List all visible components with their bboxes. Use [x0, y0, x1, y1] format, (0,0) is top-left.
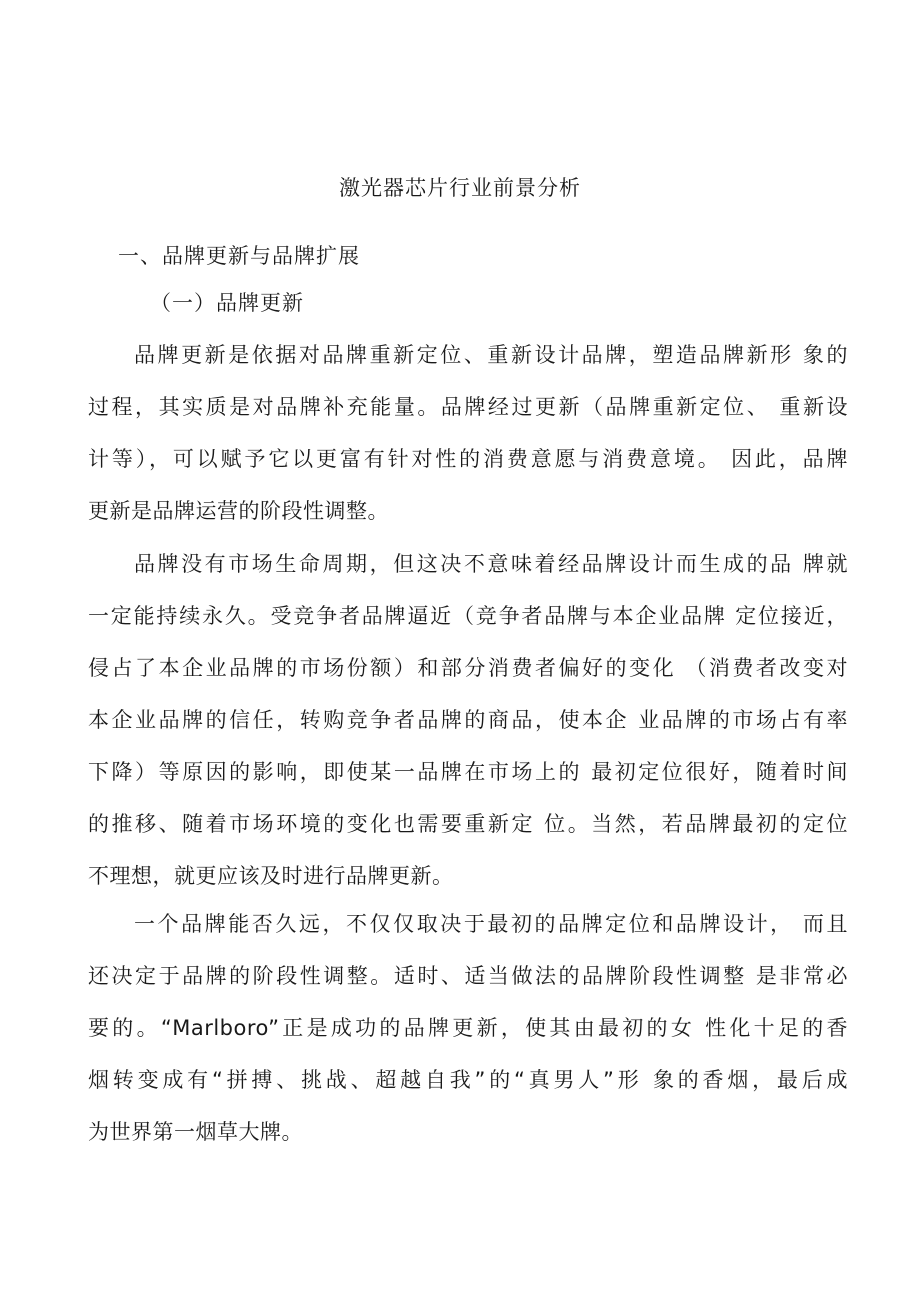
paragraph-line: 计等），可以赋予它以更富有针对性的消费意愿与消费意境。 因此，品牌 [88, 447, 848, 471]
paragraph-line: 要的。“Marlboro”正是成功的品牌更新，使其由最初的女 性化十足的香 [88, 1016, 848, 1040]
section-heading: 一、品牌更新与品牌扩展 [118, 244, 360, 268]
paragraph-line: 更新是品牌运营的阶段性调整。 [88, 499, 389, 523]
paragraph-line: 品牌没有市场生命周期，但这决不意味着经品牌设计而生成的品 牌就 [134, 552, 848, 576]
paragraph-line: 品牌更新是依据对品牌重新定位、重新设计品牌，塑造品牌新形 象的 [134, 343, 848, 367]
paragraph-line: 侵占了本企业品牌的市场份额）和部分消费者偏好的变化 （消费者改变对 [88, 656, 848, 680]
paragraph-line: 不理想，就更应该及时进行品牌更新。 [88, 864, 454, 888]
paragraph-line: 过程，其实质是对品牌补充能量。品牌经过更新（品牌重新定位、 重新设 [88, 395, 848, 419]
paragraph-line: 为世界第一烟草大牌。 [88, 1120, 303, 1144]
subsection-heading: （一）品牌更新 [150, 291, 304, 315]
paragraph-line: 本企业品牌的信任，转购竞争者品牌的商品，使本企 业品牌的市场占有率 [88, 708, 848, 732]
paragraph-line: 一个品牌能否久远，不仅仅取决于最初的品牌定位和品牌设计， 而且 [134, 912, 848, 936]
paragraph-line: 下降）等原因的影响，即使某一品牌在市场上的 最初定位很好，随着时间 [88, 760, 848, 784]
paragraph-marlboro-example [88, 898, 848, 1158]
paragraph-brand-renewal-definition [88, 329, 848, 537]
paragraph-line: 还决定于品牌的阶段性调整。适时、适当做法的品牌阶段性调整 是非常必 [88, 964, 848, 988]
paragraph-line: 烟转变成有“拼搏、挑战、超越自我”的“真男人”形 象的香烟，最后成 [88, 1068, 848, 1092]
paragraph-line: 一定能持续永久。受竞争者品牌逼近（竞争者品牌与本企业品牌 定位接近， [88, 604, 848, 628]
document-title: 激光器芯片行业前景分析 [339, 176, 581, 200]
paragraph-brand-lifecycle [88, 538, 848, 902]
paragraph-line: 的推移、随着市场环境的变化也需要重新定 位。当然，若品牌最初的定位 [88, 812, 848, 836]
